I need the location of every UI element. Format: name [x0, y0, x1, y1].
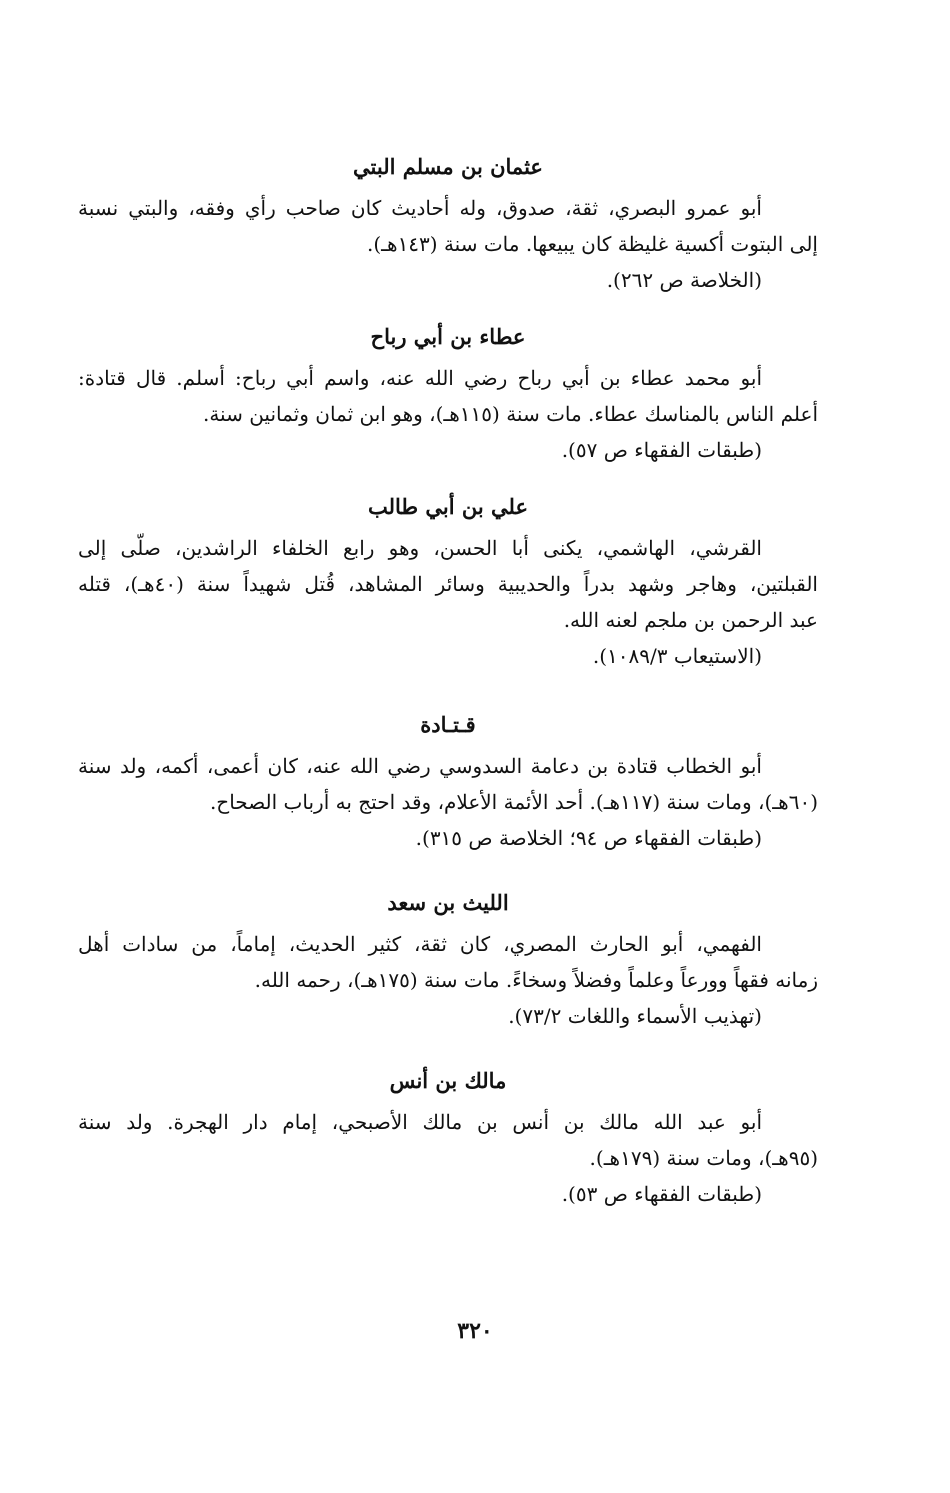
entry-text-line: أبو عبد الله مالك بن أنس بن مالك الأصبحي، إمام دار الهجرة. ولد سنة [78, 1110, 762, 1134]
entry-reference: (تهذيب الأسماء واللغات ٧٣/٢). [508, 1004, 762, 1028]
entry-text-line: زمانه فقهاً وورعاً وعلماً وفضلاً وسخاءً. مات سنة (١٧٥هـ)، رحمه الله. [254, 968, 818, 992]
entry-title: الليث بن سعد [387, 890, 509, 915]
entry-text-line: عبد الرحمن بن ملجم لعنه الله. [563, 608, 818, 632]
page-number: ٣٢٠ [457, 1318, 493, 1344]
entry-text-line: (٩٥هـ)، ومات سنة (١٧٩هـ). [589, 1146, 818, 1170]
entry-qatada [78, 708, 818, 856]
entry-reference: (الاستيعاب ١٠٨٩/٣). [592, 644, 762, 668]
page-body [78, 150, 818, 1212]
entry-reference: (طبقات الفقهاء ص ٥٧). [561, 438, 762, 462]
entry-reference: (طبقات الفقهاء ص ٩٤؛ الخلاصة ص ٣١٥). [415, 826, 762, 850]
entry-title: عطاء بن أبي رباح [370, 324, 526, 349]
entry-title: مالك بن أنس [389, 1068, 507, 1093]
entry-text-line: أبو الخطاب قتادة بن دعامة السدوسي رضي الله عنه، كان أعمى، أكمه، ولد سنة [78, 754, 762, 778]
entry-text-line: إلى البتوت أكسية غليظة كان يبيعها. مات سنة (١٤٣هـ). [366, 232, 818, 256]
entry-text-line: أبو محمد عطاء بن أبي رباح رضي الله عنه، واسم أبي رباح: أسلم. قال قتادة: [78, 366, 762, 390]
entry-reference: (طبقات الفقهاء ص ٥٣). [561, 1182, 762, 1206]
entry-text-line: أبو عمرو البصري، ثقة، صدوق، وله أحاديث كان صاحب رأي وفقه، والبتي نسبة [78, 196, 762, 220]
entry-text-line: الفهمي، أبو الحارث المصري، كان ثقة، كثير الحديث، إماماً، من سادات أهل [78, 932, 762, 956]
entry-reference: (الخلاصة ص ٢٦٢). [606, 268, 762, 292]
entry-malik-ibn-anas [78, 1064, 818, 1212]
entry-text-line: القبلتين، وهاجر وشهد بدراً والحديبية وسائر المشاهد، قُتل شهيداً سنة (٤٠هـ)، قتله [78, 572, 818, 596]
entry-ata-ibn-abi-rabah [78, 320, 818, 468]
entry-laith-ibn-saad [78, 886, 818, 1034]
entry-text-line: القرشي، الهاشمي، يكنى أبا الحسن، وهو رابع الخلفاء الراشدين، صلّى إلى [78, 536, 762, 560]
entry-title: عثمان بن مسلم البتي [353, 154, 543, 179]
entry-title: علي بن أبي طالب [367, 494, 529, 519]
entry-text-line: (٦٠هـ)، ومات سنة (١١٧هـ). أحد الأئمة الأعلام، وقد احتج به أرباب الصحاح. [209, 790, 818, 814]
entry-ali-ibn-abi-talib [78, 490, 818, 674]
entry-title: قـتـادة [420, 712, 476, 737]
entry-uthman-albatti [78, 150, 818, 298]
entry-text-line: أعلم الناس بالمناسك عطاء. مات سنة (١١٥هـ)، وهو ابن ثمان وثمانين سنة. [202, 402, 818, 426]
